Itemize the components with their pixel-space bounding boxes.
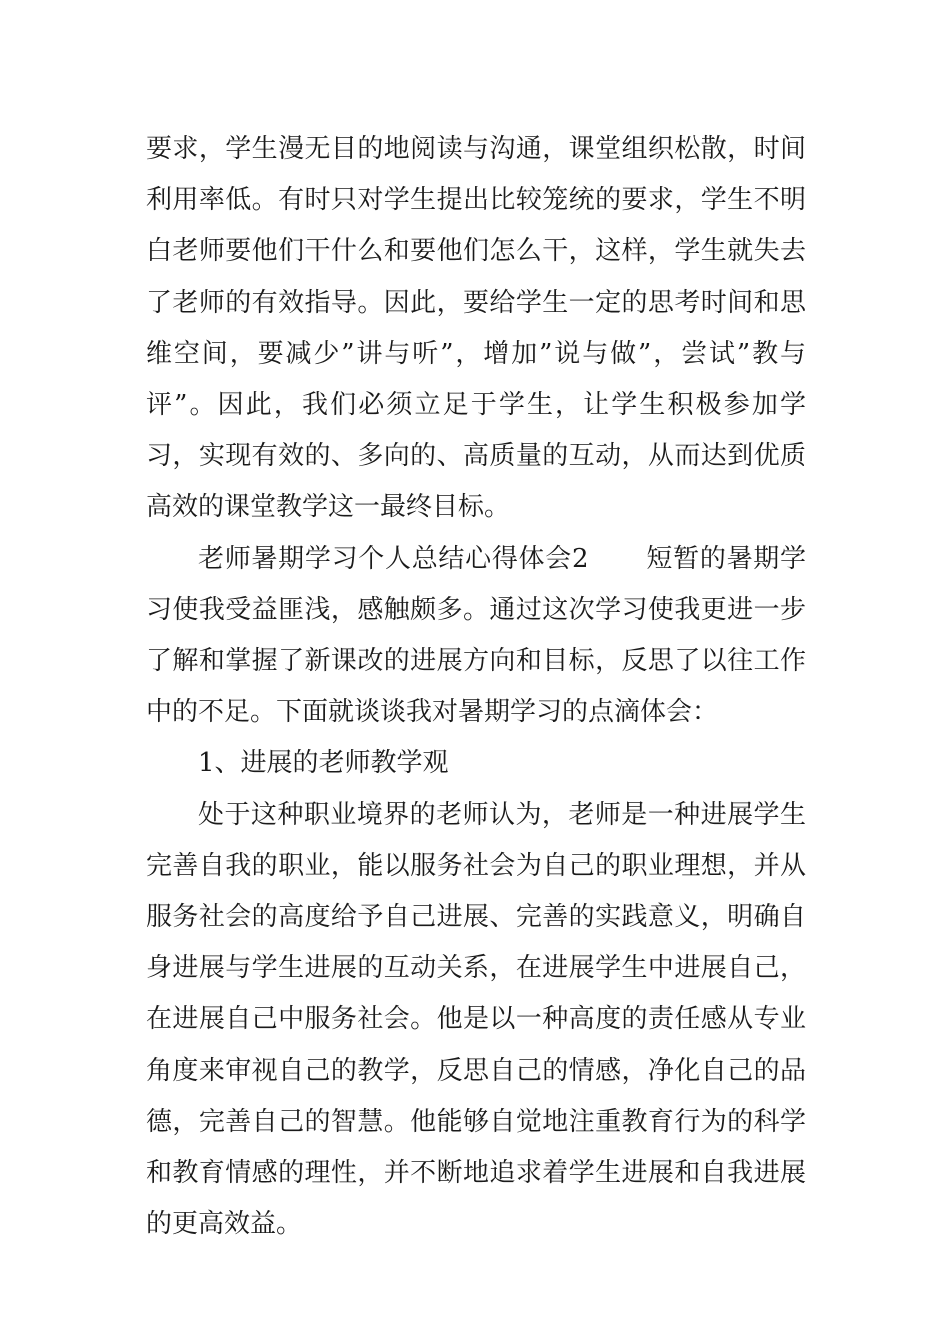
section-intro: 短暂的暑期学习使我受益匪浅，感触颇多。通过这次学习使我更进一步了解和掌握了新课改的进展方向和目标，反思了以往工作中的不足。下面就谈谈我对暑期学习的点滴体会：	[146, 543, 806, 728]
item-heading: 1、进展的老师教学观	[198, 748, 449, 779]
section-title: 老师暑期学习个人总结心得体会2	[198, 543, 589, 574]
section-paragraph	[146, 534, 806, 739]
paragraph-continued: 要求，学生漫无目的地阅读与沟通，课堂组织松散，时间利用率低。有时只对学生提出比较笼统的要求，学生不明白老师要他们干什么和要他们怎么干，这样，学生就失去了老师的有效指导。因此，要给学生一定的思考时间和思维空间，要减少”讲与听”，增加”说与做”，尝试”教与评”。因此，我们必须立足于学生，让学生积极参加学习，实现有效的、多向的、高质量的互动，从而达到优质高效的课堂教学这一最终目标。	[146, 134, 806, 523]
document-body	[146, 124, 806, 1250]
item-body: 处于这种职业境界的老师认为，老师是一种进展学生完善自我的职业，能以服务社会为自己的职业理想，并从服务社会的高度给予自己进展、完善的实践意义，明确自身进展与学生进展的互动关系，在进展学生中进展自己，在进展自己中服务社会。他是以一种高度的责任感从专业角度来审视自己的教学，反思自己的情感，净化自己的品德，完善自己的智慧。他能够自觉地注重教育行为的科学和教育情感的理性，并不断地追求着学生进展和自我进展的更高效益。	[146, 799, 806, 1240]
